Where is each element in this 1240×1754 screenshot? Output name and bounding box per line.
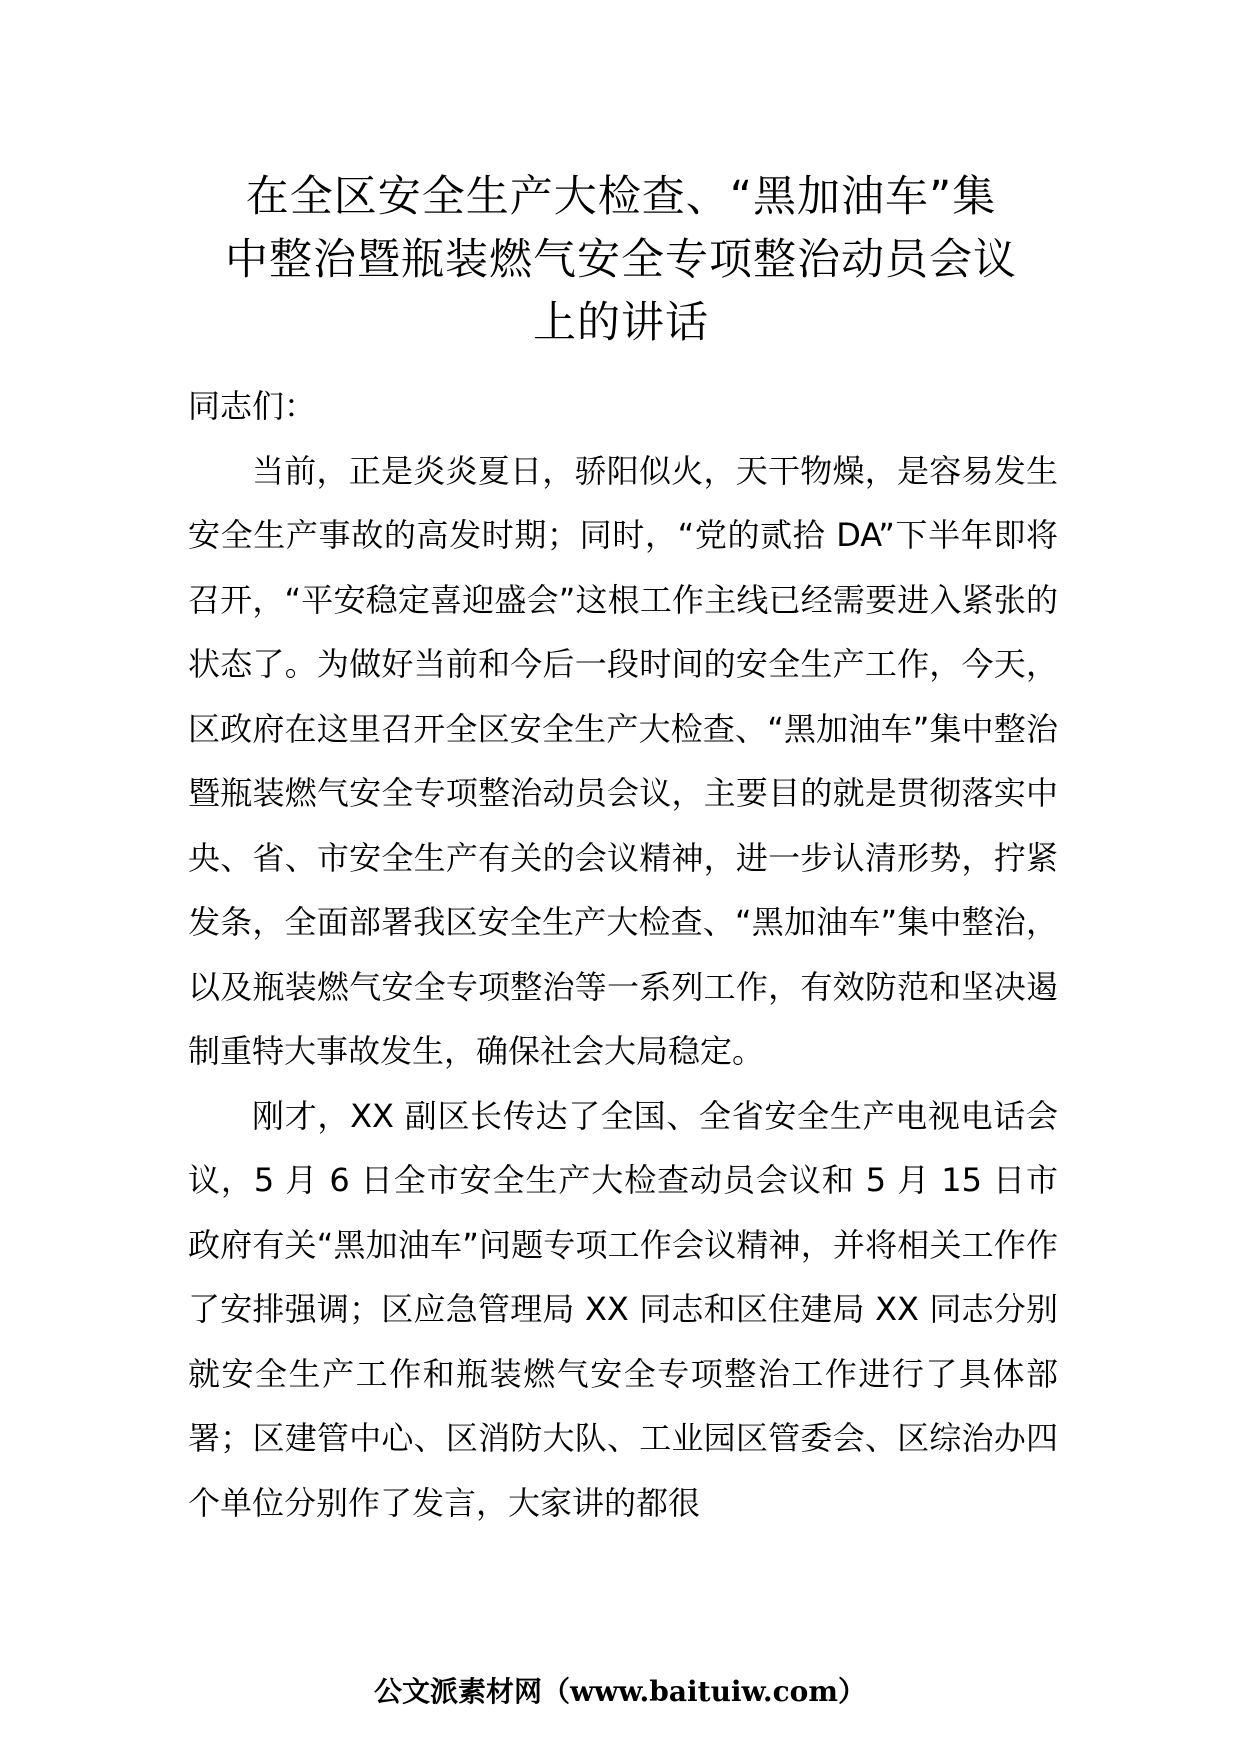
paragraph-1: 当前，正是炎炎夏日，骄阳似火，天干物燥，是容易发生安全生产事故的高发时期；同时，“党的贰拾 DA”下半年即将召开，“平安稳定喜迎盛会”这根工作主线已经需要进入紧张的状态了。为做好当前和今后一段时间的安全生产工作，今天，区政府在这里召开全区安全生产大检查、“黑加油车”集中整治暨瓶装燃气安全专项整治动员会议，主要目的就是贯彻落实中央、省、市安全生产有关的会议精神，进一步认清形势，拧紧发条，全面部署我区安全生产大检查、“黑加油车”集中整治，以及瓶装燃气安全专项整治等一系列工作，有效防范和坚决遏制重特大事故发生，确保社会大局稳定。	[188, 451, 1058, 1070]
title-line-3: 上的讲话	[533, 298, 709, 348]
footer-watermark: 公文派素材网（www.baituiw.com）	[374, 1675, 866, 1708]
title-line-2: 中整治暨瓶装燃气安全专项整治动员会议	[225, 235, 1017, 285]
document-body	[188, 374, 1058, 1535]
title-line-1: 在全区安全生产大检查、“黑加油车”集	[245, 172, 997, 222]
document-title	[186, 166, 1056, 355]
salutation: 同志们：	[188, 387, 317, 425]
paragraph-2: 刚才，XX 副区长传达了全国、全省安全生产电视电话会议，5 月 6 日全市安全生产大检查动员会议和 5 月 15 日市政府有关“黑加油车”问题专项工作会议精神，并将相关工作作了安排强调；区应急管理局 XX 同志和区住建局 XX 同志分别就安全生产工作和瓶装燃气安全专项整治工作进行了具体部署；区建管中心、区消防大队、工业园区管委会、区综治办四个单位分别作了发言，大家讲的都很	[188, 1096, 1058, 1522]
